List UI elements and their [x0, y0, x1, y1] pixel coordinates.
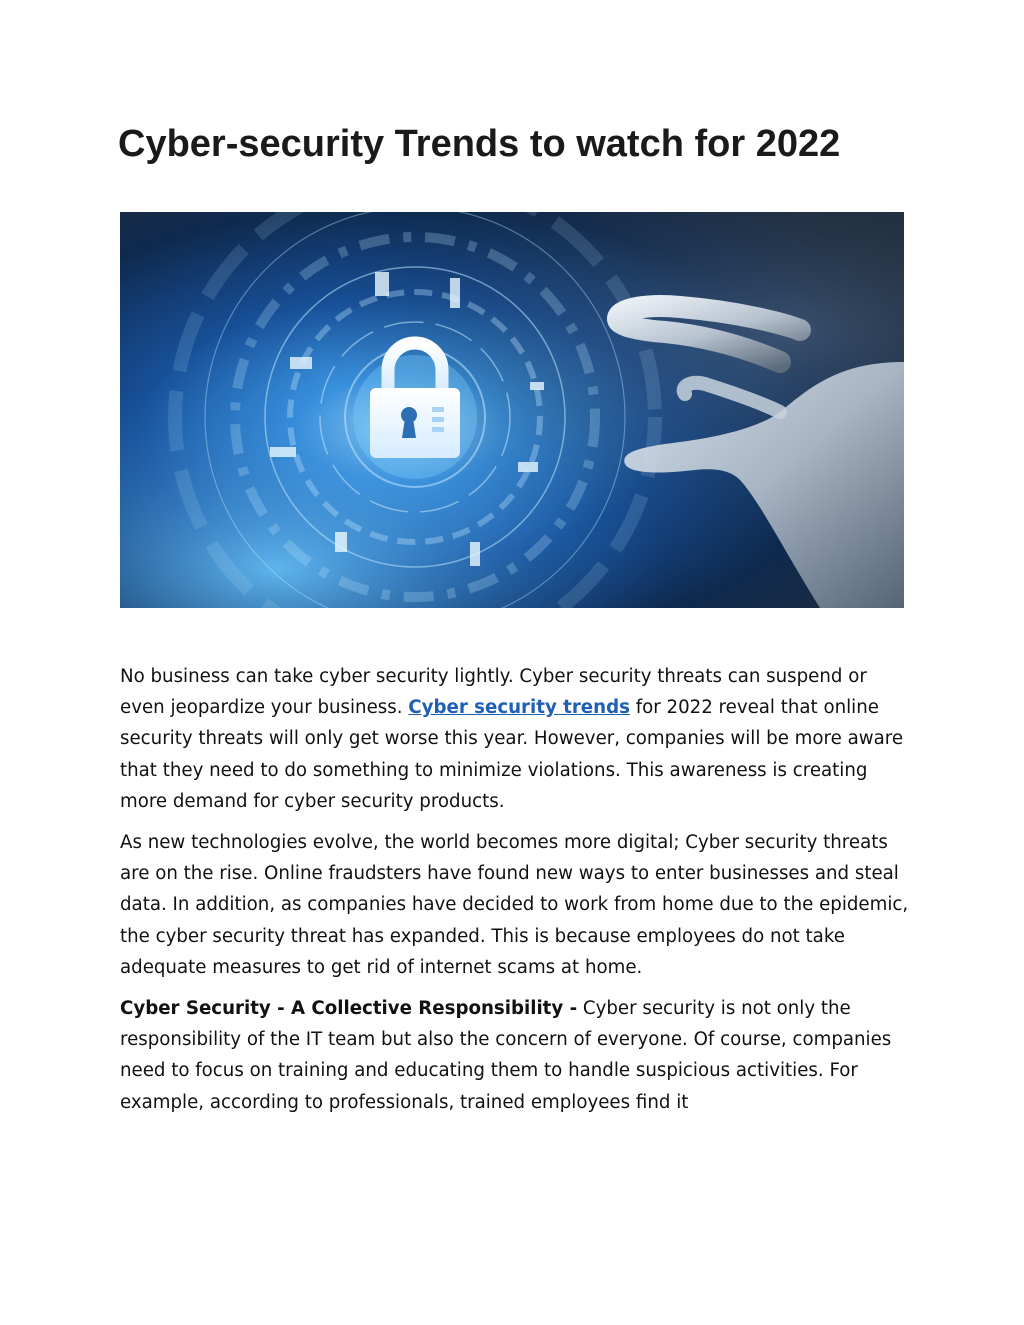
- paragraph-intro: [120, 661, 910, 817]
- cyber-security-trends-link[interactable]: Cyber security trends: [408, 697, 630, 719]
- paragraph-intro-text-before: No business can take cyber security lightly. Cyber security threats can suspend or even jeopardize your business.: [120, 666, 867, 719]
- hero-image: [120, 212, 904, 608]
- article-body: [120, 661, 910, 1128]
- paragraph-threats: As new technologies evolve, the world becomes more digital; Cyber security threats are on the rise. Online fraudsters have found new ways to enter businesses and steal data. In addition, as companies have decided to work from home due to the epidemic, the cyber security threat has expanded. This is because employees do not take adequate measures to get rid of internet scams at home.: [120, 832, 909, 978]
- paragraph-collective-responsibility: [120, 993, 910, 1118]
- paragraph-collective-text: Cyber security is not only the responsibility of the IT team but also the concern of everyone. Of course, companies need to focus on training and educating them to handle suspicious activities. For example, according to professionals, trained employees find it: [120, 998, 892, 1113]
- paragraph-intro-text-after: for 2022 reveal that online security threats will only get worse this year. However, companies will be more aware that they need to do something to minimize violations. This awareness is creating more demand for cyber security products.: [120, 697, 904, 812]
- page-title: Cyber-security Trends to watch for 2022: [118, 123, 841, 165]
- section-lead-heading: Cyber Security - A Collective Responsibility -: [120, 998, 578, 1020]
